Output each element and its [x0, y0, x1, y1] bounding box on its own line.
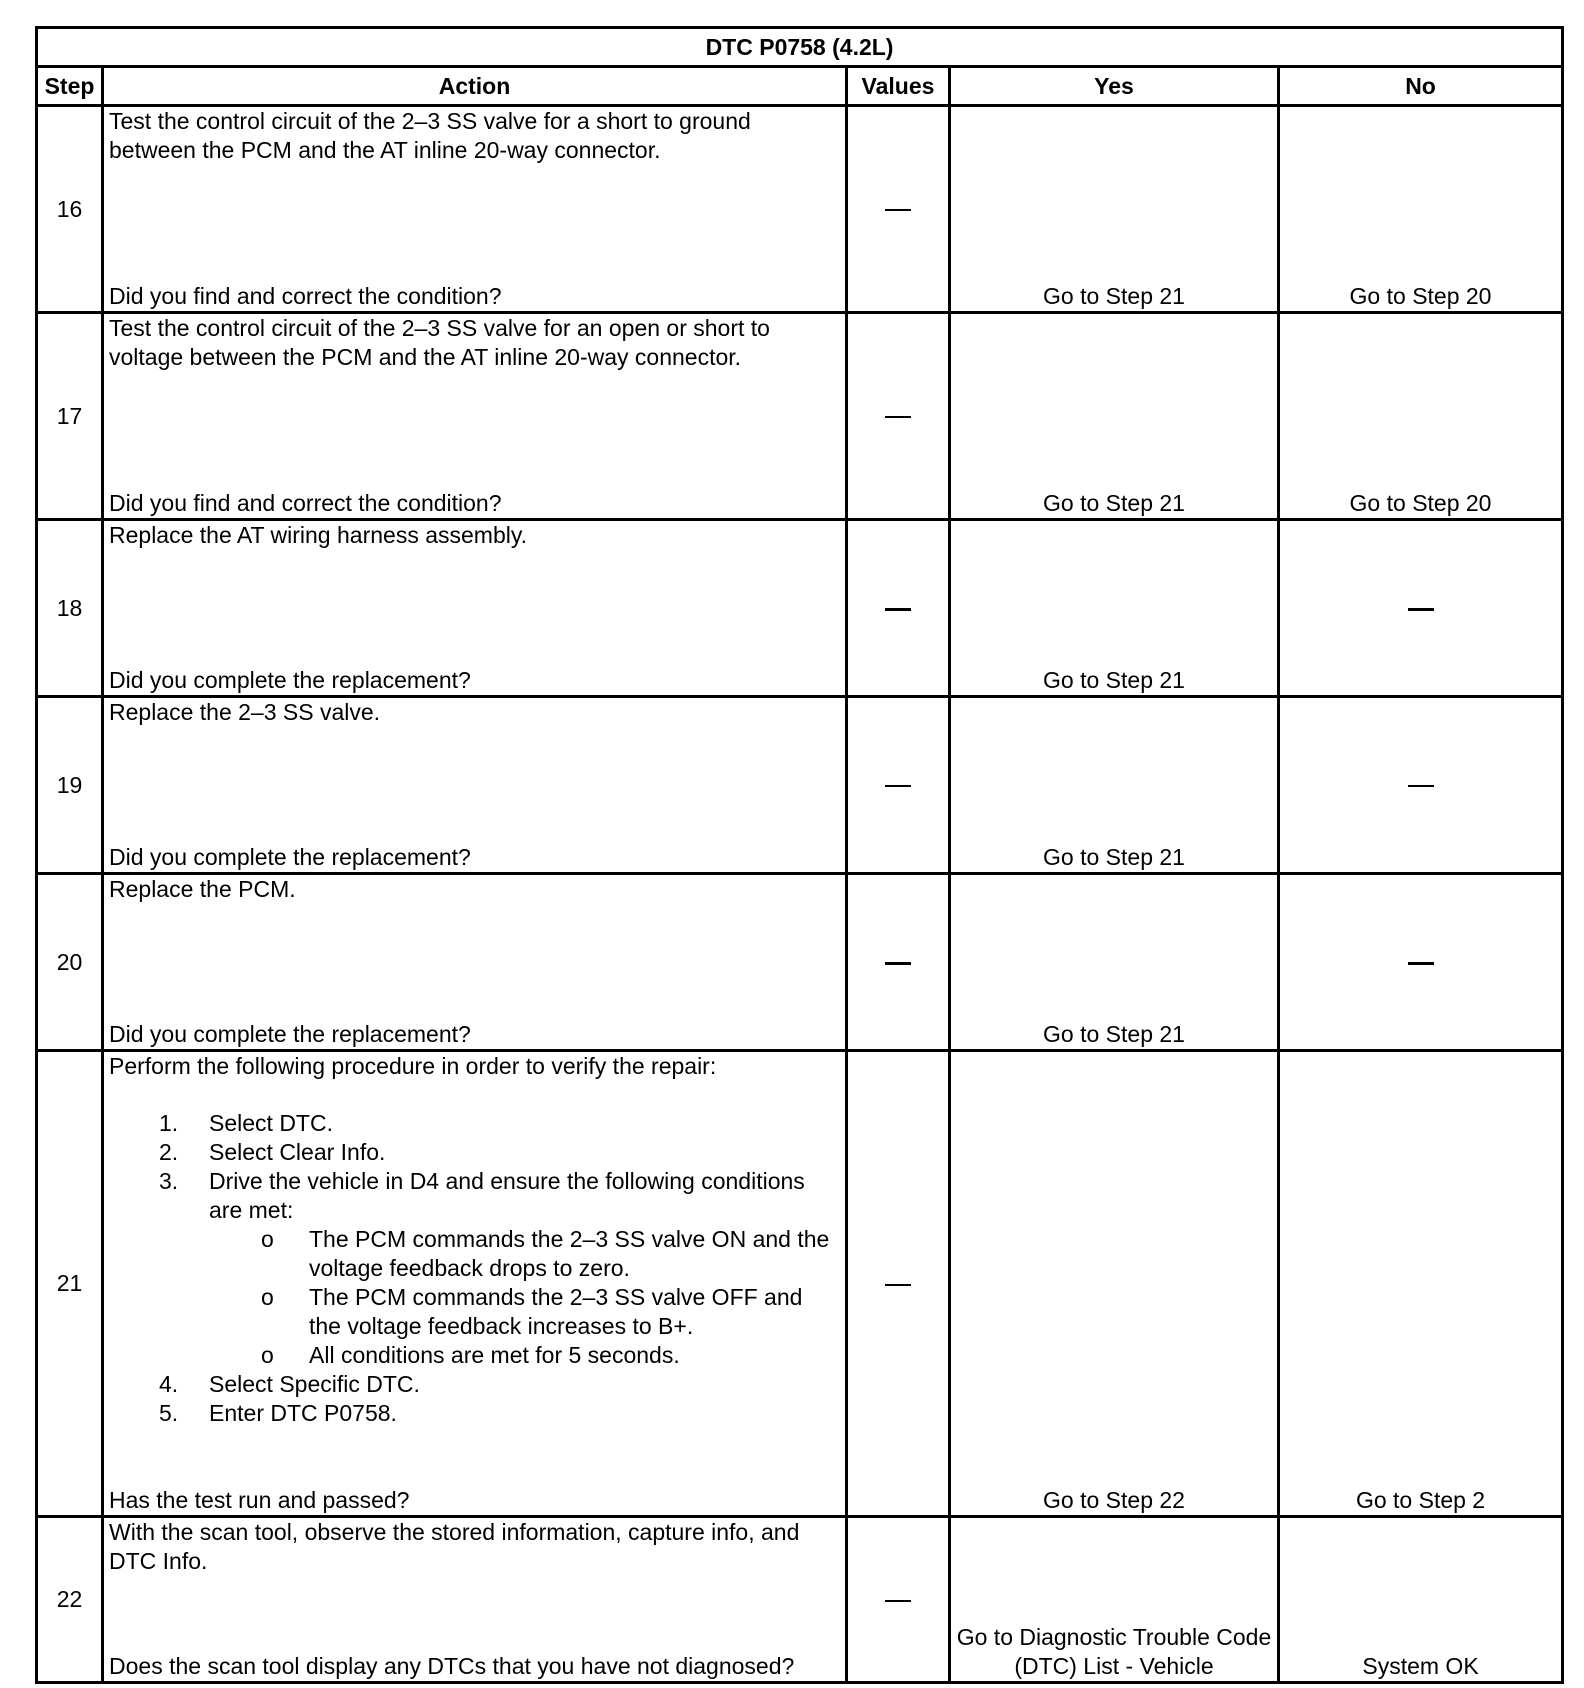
action-cell: [103, 106, 847, 313]
table-row: [37, 874, 1563, 1051]
action-question: Did you find and correct the condition?: [109, 283, 502, 309]
no-cell: System OK: [1279, 1517, 1563, 1683]
header-yes: Yes: [950, 67, 1279, 106]
action-cell: [103, 1051, 847, 1517]
action-cell: [103, 874, 847, 1051]
dash-icon: [885, 1284, 911, 1286]
table-row: [37, 106, 1563, 313]
values-cell: [847, 1517, 950, 1683]
list-item: 4. Select Specific DTC.: [159, 1371, 420, 1397]
action-question: Does the scan tool display any DTCs that you have not diagnosed?: [109, 1653, 795, 1679]
header-no: No: [1279, 67, 1563, 106]
table-row: [37, 697, 1563, 874]
dash-icon: [885, 416, 911, 418]
procedure-list: [109, 1109, 840, 1428]
sub-list-item: o The PCM commands the 2–3 SS valve ON and the voltage feedback drops to zero.: [261, 1226, 830, 1281]
action-cell: [103, 520, 847, 697]
action-question: Did you complete the replacement?: [109, 1021, 471, 1047]
dash-icon: [1408, 608, 1434, 611]
action-question: Did you complete the replacement?: [109, 667, 471, 693]
action-text: Perform the following procedure in order to verify the repair:: [109, 1053, 717, 1079]
values-cell: [847, 874, 950, 1051]
table-row: [37, 520, 1563, 697]
table-title: DTC P0758 (4.2L): [37, 28, 1563, 67]
no-cell: [1279, 874, 1563, 1051]
action-question: Has the test run and passed?: [109, 1487, 410, 1513]
header-action: Action: [103, 67, 847, 106]
yes-cell: Go to Step 21: [950, 106, 1279, 313]
dash-icon: [885, 608, 911, 611]
yes-cell: Go to Step 21: [950, 697, 1279, 874]
yes-cell: Go to Diagnostic Trouble Code (DTC) List - Vehicle: [950, 1517, 1279, 1683]
action-question: Did you find and correct the condition?: [109, 490, 502, 516]
diagnostic-table: [35, 26, 1564, 1684]
values-cell: [847, 520, 950, 697]
action-cell: [103, 697, 847, 874]
values-cell: [847, 106, 950, 313]
no-cell: Go to Step 20: [1279, 106, 1563, 313]
action-text: Replace the AT wiring harness assembly.: [109, 522, 528, 548]
bullet-icon: o: [261, 1226, 274, 1252]
sub-list: [209, 1225, 840, 1370]
yes-cell: Go to Step 21: [950, 520, 1279, 697]
table-row: [37, 1051, 1563, 1517]
values-cell: [847, 313, 950, 520]
bullet-icon: o: [261, 1342, 274, 1368]
no-cell: [1279, 697, 1563, 874]
action-text: Replace the PCM.: [109, 876, 296, 902]
sub-list-item: o The PCM commands the 2–3 SS valve OFF and the voltage feedback increases to B+.: [261, 1284, 803, 1339]
list-item: 3. Drive the vehicle in D4 and ensure the following conditions are met: o The PCM commands the 2–3 SS valve ON and the voltage feedback drops to zero. o The PCM commands the 2–3 SS valve OFF and the voltage feedback increases to B+. o All conditions are met for 5 seconds.: [109, 1167, 840, 1370]
values-cell: [847, 1051, 950, 1517]
action-text: Test the control circuit of the 2–3 SS valve for an open or short to voltage between the PCM and the AT inline 20-way connector.: [109, 315, 770, 370]
no-cell: Go to Step 20: [1279, 313, 1563, 520]
table-row: [37, 313, 1563, 520]
dash-icon: [885, 962, 911, 965]
header-values: Values: [847, 67, 950, 106]
yes-cell: Go to Step 22: [950, 1051, 1279, 1517]
step-number: 18: [37, 520, 103, 697]
action-cell: [103, 1517, 847, 1683]
action-text: Test the control circuit of the 2–3 SS valve for a short to ground between the PCM and the AT inline 20-way connector.: [109, 108, 751, 163]
action-cell: [103, 313, 847, 520]
header-step: Step: [37, 67, 103, 106]
step-number: 21: [37, 1051, 103, 1517]
yes-cell: Go to Step 21: [950, 313, 1279, 520]
list-item: 2. Select Clear Info.: [159, 1139, 386, 1165]
step-number: 20: [37, 874, 103, 1051]
step-number: 22: [37, 1517, 103, 1683]
dash-icon: [885, 785, 911, 787]
sub-list-item: o All conditions are met for 5 seconds.: [261, 1342, 680, 1368]
action-question: Did you complete the replacement?: [109, 844, 471, 870]
dash-icon: [885, 1600, 911, 1602]
values-cell: [847, 697, 950, 874]
step-number: 19: [37, 697, 103, 874]
yes-cell: Go to Step 21: [950, 874, 1279, 1051]
step-number: 17: [37, 313, 103, 520]
list-item: 1. Select DTC.: [159, 1110, 333, 1136]
step-number: 16: [37, 106, 103, 313]
dash-icon: [885, 209, 911, 211]
header-row: [37, 67, 1563, 106]
table-row: [37, 1517, 1563, 1683]
action-text: With the scan tool, observe the stored information, capture info, and DTC Info.: [109, 1519, 800, 1574]
dash-icon: [1408, 962, 1434, 965]
no-cell: Go to Step 2: [1279, 1051, 1563, 1517]
list-item: 5. Enter DTC P0758.: [159, 1400, 397, 1426]
action-text: Replace the 2–3 SS valve.: [109, 699, 381, 725]
bullet-icon: o: [261, 1284, 274, 1310]
dash-icon: [1408, 785, 1434, 787]
no-cell: [1279, 520, 1563, 697]
